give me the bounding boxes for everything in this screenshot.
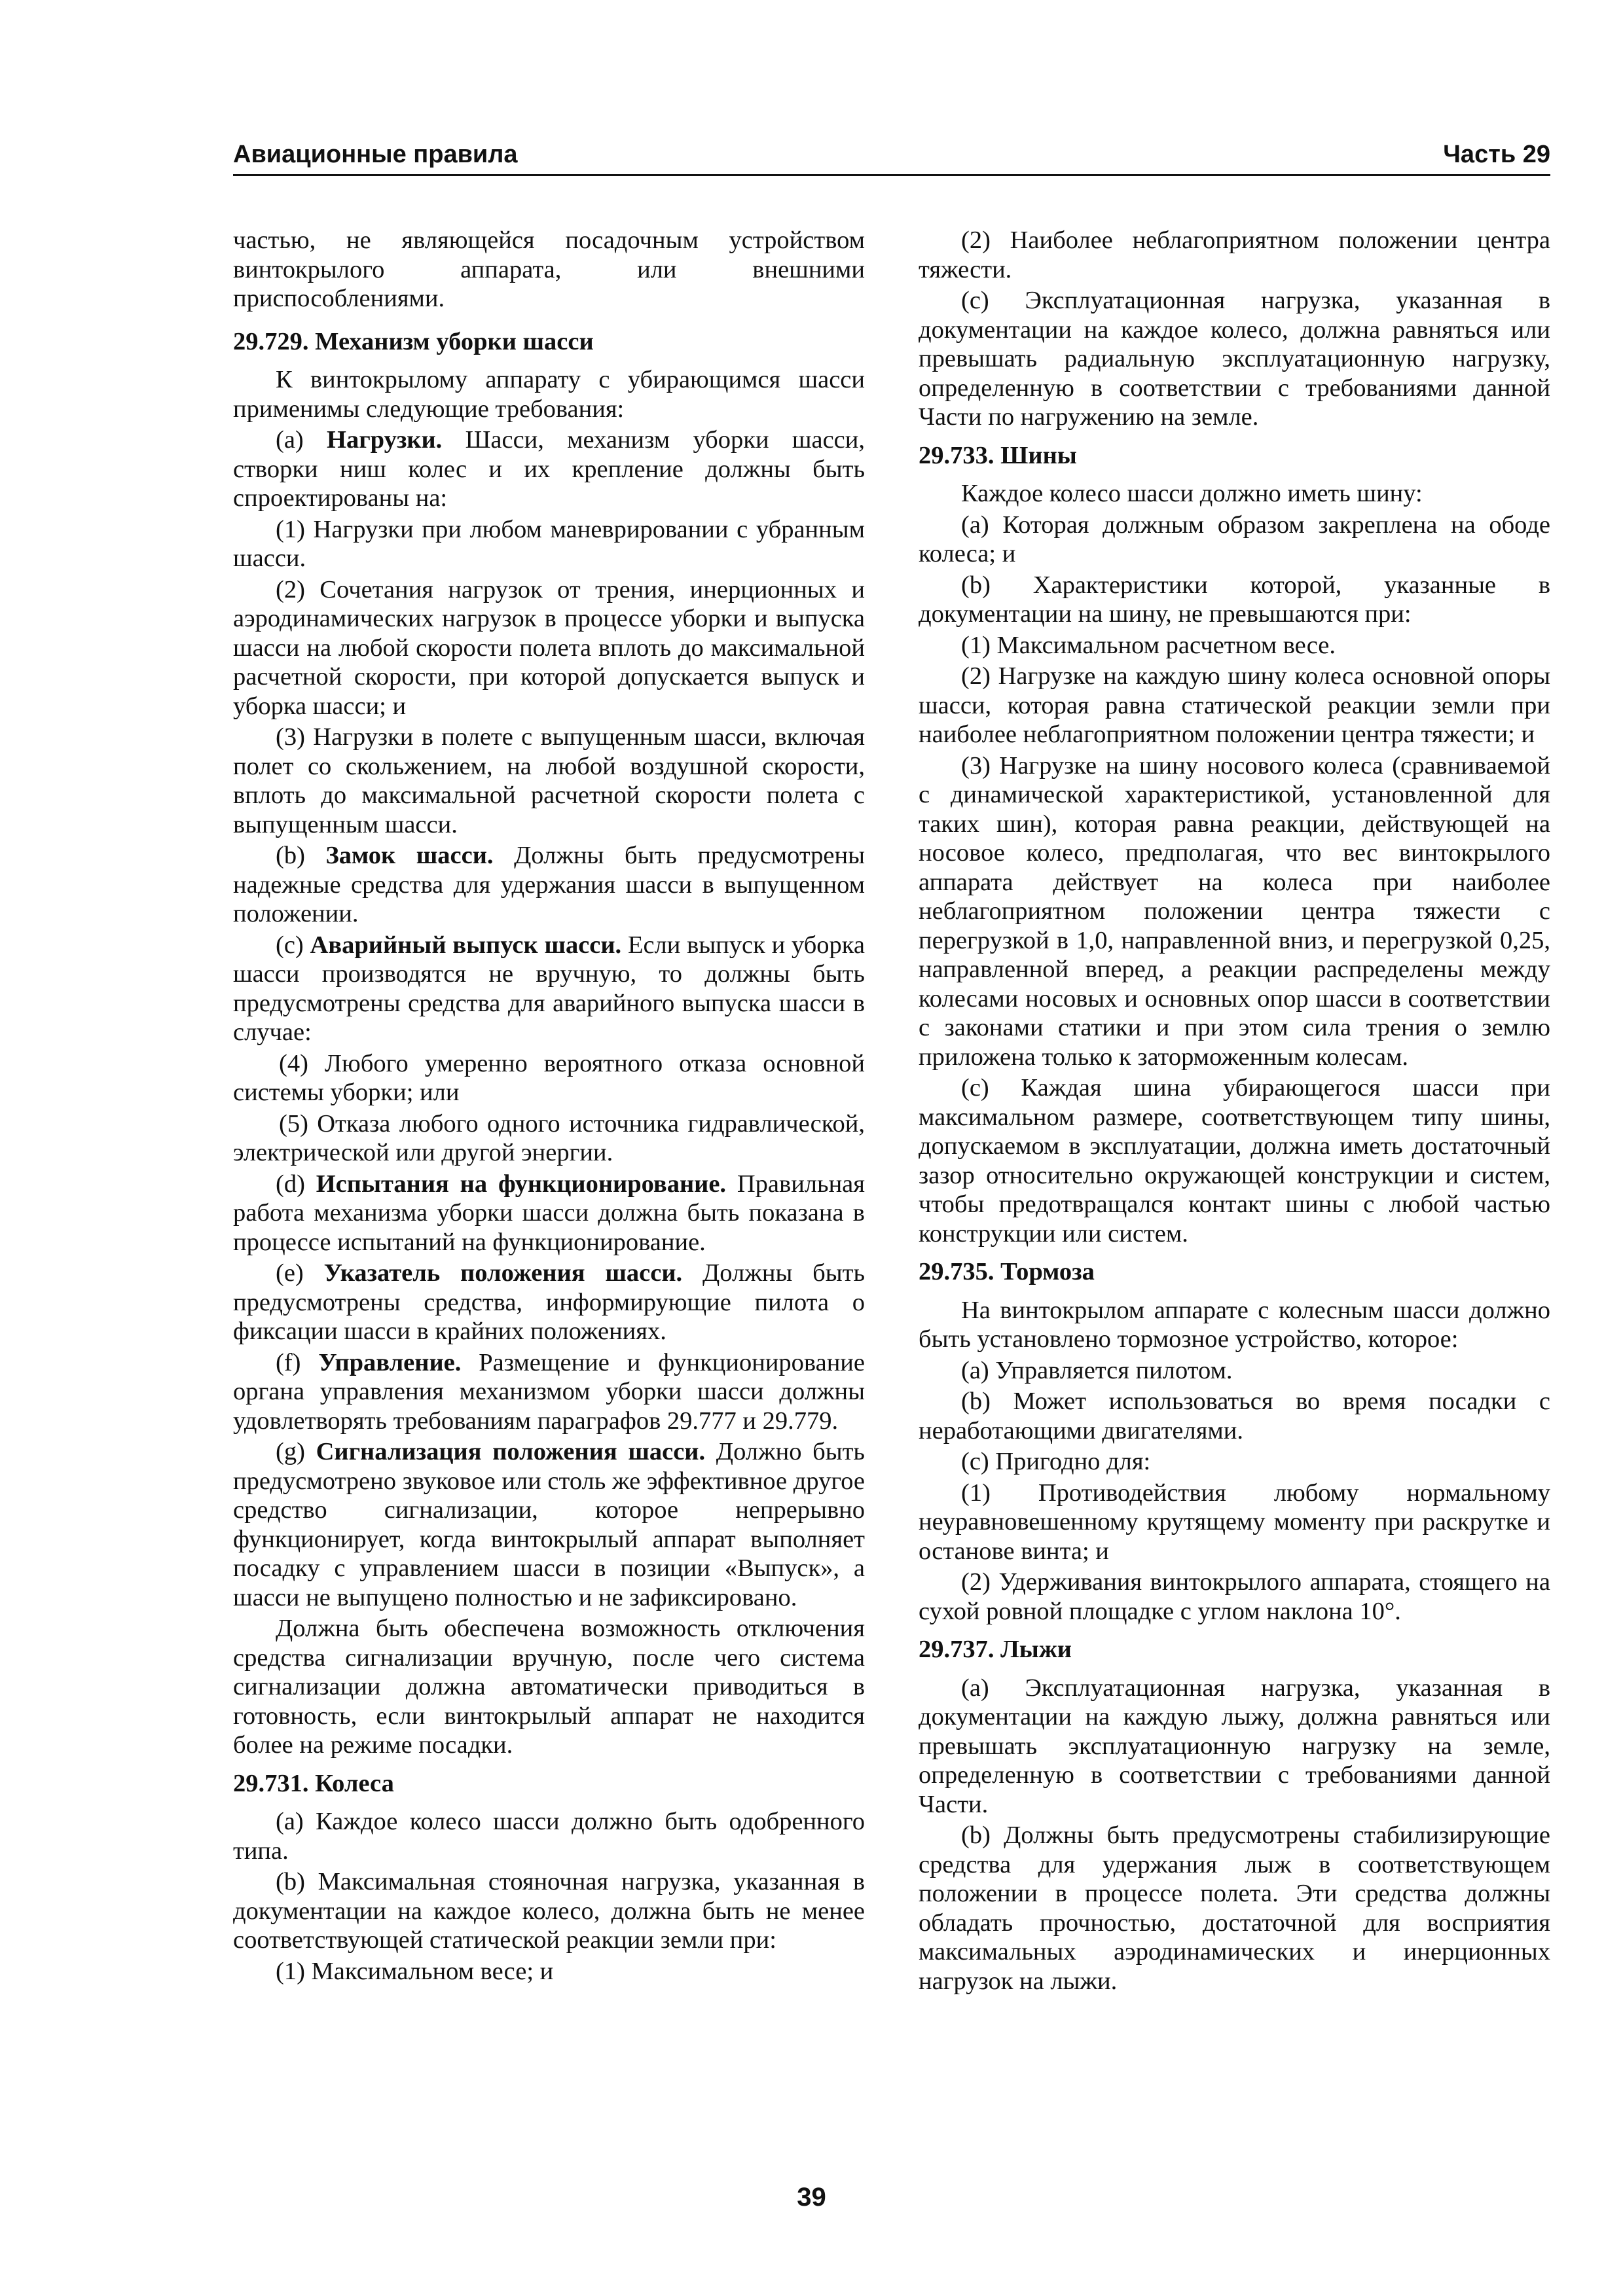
paragraph-item-b1: (1) Максимальном расчетном весе.	[961, 631, 1336, 659]
paragraph-item-c: (c) Аварийный выпуск шасси. Если выпуск и уборка шасси производятся не вручную, то должны быть предусмотрены средства для аварийного выпуска шасси в случае:	[233, 931, 865, 1046]
paragraph-item-c: (c) Каждая шина убирающегося шасси при максимальном размере, соответствующем типу шины, допускаемом в эксплуатации, должна иметь достаточный зазор относительно окружающей конструкции и систем, чтобы предотвращался контакт шины с любой частью конструкции или систем.	[919, 1074, 1550, 1247]
paragraph-item-c: (c) Пригодно для:	[961, 1448, 1151, 1475]
section-heading-29-735: 29.735. Тормоза	[919, 1258, 1095, 1285]
paragraph-item-c: (c) Эксплуатационная нагрузка, указанная в документации на каждое колесо, должна равняться или превышать радиальную эксплуатационную нагрузку, определенную в соответствии с требованиями данной Части по нагружению на земле.	[919, 287, 1550, 431]
section-heading-29-737: 29.737. Лыжи	[919, 1636, 1072, 1663]
paragraph-item-b3: (3) Нагрузке на шину носового колеса (сравниваемой с динамической характеристикой, установленной для таких шин), которая равна реакции, действующей на носовое колесо, предполагая, что вес винтокрылого аппарата действует на колеса при наиболее неблагоприятном положении центра тяжести с перегрузкой в 1,0, направленной вниз, и перегрузкой 0,25, направленной вперед, а реакции распределены между колесами носовых и основных опор шасси в соответствии с законами статики и при этом сила трения о землю приложена только к заторможенным колесам.	[919, 751, 1550, 1071]
paragraph-item-a1: (1) Нагрузки при любом маневрировании с убранным шасси.	[233, 515, 865, 572]
item-title: Испытания на функционирование.	[316, 1170, 727, 1198]
paragraph-item-a: (a) Управляется пилотом.	[961, 1356, 1233, 1384]
right-column	[919, 226, 1550, 1998]
section-heading-29-733: 29.733. Шины	[919, 441, 1077, 469]
paragraph-item-f: (f) Управление. Размещение и функционирование органа управления механизмом уборки шасси должны удовлетворять требованиям параграфов 29.777 и 29.779.	[233, 1348, 865, 1435]
paragraph: На винтокрылом аппарате с колесным шасси должно быть установлено тормозное устройство, которое:	[919, 1296, 1550, 1353]
paragraph-item-b: (b) Максимальная стояночная нагрузка, указанная в документации на каждое колесо, должна быть не менее соответствующей статической реакции земли при:	[233, 1868, 865, 1954]
paragraph-item-a: (a) Которая должным образом закреплена на ободе колеса; и	[919, 511, 1550, 567]
running-header	[233, 135, 1550, 176]
item-title: Управление.	[318, 1348, 462, 1376]
header-part: Часть 29	[1443, 141, 1550, 168]
paragraph-item-b: (b) Может использоваться во время посадки с неработающими двигателями.	[919, 1388, 1550, 1444]
item-title: Нагрузки.	[327, 426, 443, 454]
paragraph-item-a2: (2) Сочетания нагрузок от трения, инерционных и аэродинамических нагрузок в процессе уборки и выпуска шасси на любой скорости полета вплоть до максимальной расчетной скорости, при которой допускается выпуск и уборка шасси; и	[233, 575, 865, 720]
header-title: Авиационные правила	[233, 141, 518, 168]
paragraph-item-b: (b) Характеристики которой, указанные в документации на шину, не превышаются при:	[919, 571, 1550, 628]
paragraph-item-a: (a) Нагрузки. Шасси, механизм уборки шасси, створки ниш колес и их крепление должны быть спроектированы на:	[233, 426, 865, 512]
paragraph-item-c5: (5) Отказа любого одного источника гидравлической, электрической или другой энергии.	[233, 1109, 865, 1166]
paragraph-item-c4: (4) Любого умеренно вероятного отказа основной системы уборки; или	[233, 1049, 865, 1106]
paragraph-item-a: (a) Эксплуатационная нагрузка, указанная в документации на каждую лыжу, должна равняться или превышать эксплуатационную нагрузку на земле, определенную в соответствии с требованиями данной Части.	[919, 1674, 1550, 1818]
paragraph: К винтокрылому аппарату с убирающимся шасси применимы следующие требования:	[233, 366, 865, 423]
section-heading-29-731: 29.731. Колеса	[233, 1769, 394, 1797]
paragraph-item-c1: (1) Противодействия любому нормальному неуравновешенному крутящему моменту при раскрутке и останове винта; и	[919, 1479, 1550, 1565]
paragraph-item-b2: (2) Нагрузке на каждую шину колеса основной опоры шасси, которая равна статической реакции земли при наиболее неблагоприятном положении центра тяжести; и	[919, 662, 1550, 748]
left-column	[233, 226, 865, 1988]
paragraph-item-b: (b) Замок шасси. Должны быть предусмотрены надежные средства для удержания шасси в выпущенном положении.	[233, 842, 865, 927]
page-number: 39	[797, 2183, 826, 2212]
paragraph-item-a: (a) Каждое колесо шасси должно быть одобренного типа.	[233, 1808, 865, 1865]
paragraph-item-b2: (2) Наиболее неблагоприятном положении центра тяжести.	[919, 226, 1550, 283]
section-heading-29-729: 29.729. Механизм уборки шасси	[233, 327, 594, 355]
item-title: Указатель положения шасси.	[323, 1259, 683, 1287]
paragraph-item-c2: (2) Удерживания винтокрылого аппарата, стоящего на сухой ровной площадке с углом наклона 10°.	[919, 1568, 1550, 1625]
paragraph-item-g: (g) Сигнализация положения шасси. Должно быть предусмотрено звуковое или столь же эффективное другое средство сигнализации, которое непрерывно функционирует, когда винтокрылый аппарат выполняет посадку с управлением шасси в позиции «Выпуск», а шасси не выпущено полностью и не зафиксировано.	[233, 1438, 865, 1611]
paragraph-continuation: частью, не являющейся посадочным устройством винтокрылого аппарата, или внешними приспособлениями.	[233, 226, 865, 312]
paragraph-item-d: (d) Испытания на функционирование. Правильная работа механизма уборки шасси должна быть показана в процессе испытаний на функционирование.	[233, 1170, 865, 1256]
item-title: Сигнализация положения шасси.	[316, 1438, 706, 1465]
paragraph-item-e: (e) Указатель положения шасси. Должны быть предусмотрены средства, информирующие пилота о фиксации шасси в крайних положениях.	[233, 1259, 865, 1345]
paragraph: Каждое колесо шасси должно иметь шину:	[961, 480, 1423, 507]
item-title: Замок шасси.	[325, 842, 494, 869]
paragraph-item-b: (b) Должны быть предусмотрены стабилизирующие средства для удержания лыж в соответствующем положении в процессе полета. Эти средства должны обладать прочностью, достаточной для восприятия максимальных аэродинамических и инерционных нагрузок на лыжи.	[919, 1821, 1550, 1995]
paragraph-item-b1: (1) Максимальном весе; и	[276, 1957, 554, 1985]
paragraph-item-a3: (3) Нагрузки в полете с выпущенным шасси, включая полет со скольжением, на любой воздушной скорости, вплоть до максимальной расчетной скорости полета с выпущенным шасси.	[233, 723, 865, 838]
paragraph: Должна быть обеспечена возможность отключения средства сигнализации вручную, после чего система сигнализации должна автоматически приводиться в готовность, если винтокрылый аппарат не находится более на режиме посадки.	[233, 1615, 865, 1759]
item-title: Аварийный выпуск шасси.	[310, 931, 622, 959]
